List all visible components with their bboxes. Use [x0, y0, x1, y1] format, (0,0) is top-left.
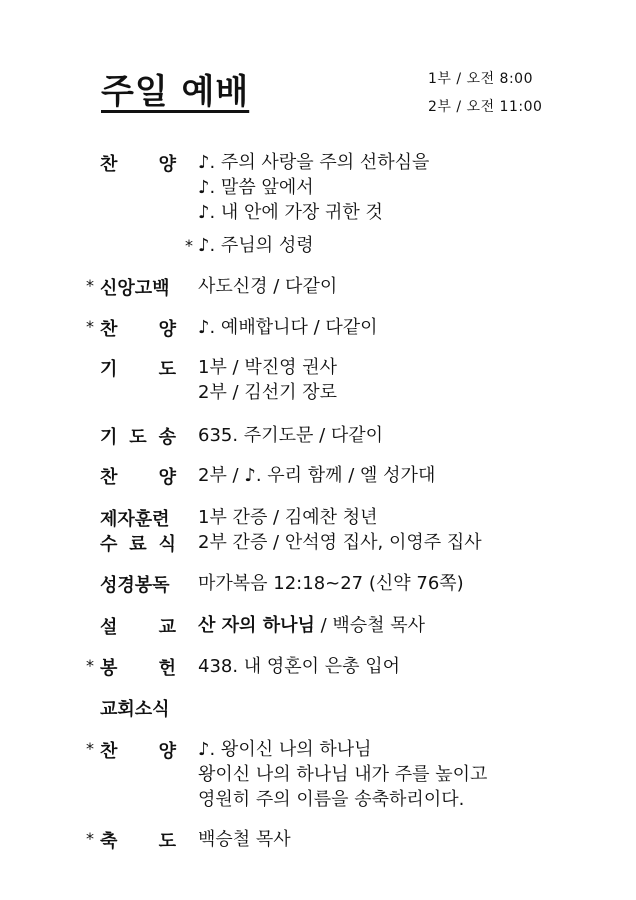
hymn-line: ♪. 말씀 앞에서 — [198, 177, 314, 198]
order-label: 성경봉독 — [100, 575, 170, 596]
order-content: 2부 / ♪. 우리 함께 / 엘 성가대 — [198, 465, 436, 486]
star-mark: * — [86, 317, 94, 336]
star-mark: * — [86, 656, 94, 675]
service-time-1: 1부 / 오전 8:00 — [428, 71, 533, 87]
star-mark: * — [86, 276, 94, 295]
order-content: 635. 주기도문 / 다같이 — [198, 425, 384, 446]
order-content: ♪. 왕이신 나의 하나님 왕이신 나의 하나님 내가 주를 높이고 영원히 주의 이름을 송축하리이다. — [198, 739, 488, 810]
star-mark: * — [185, 236, 193, 255]
sermon-preacher: / 백승철 목사 — [314, 615, 426, 636]
hymn-line: ♪. 주의 사랑을 주의 선하심을 — [198, 152, 430, 173]
order-label: 기 도 — [100, 359, 176, 380]
order-content: 1부 / 박진영 권사 2부 / 김선기 장로 — [198, 357, 338, 403]
order-content: 1부 간증 / 김예찬 청년 2부 간증 / 안석영 집사, 이영주 집사 — [198, 507, 482, 553]
service-time-2: 2부 / 오전 11:00 — [428, 99, 543, 115]
order-label: 제자훈련 — [100, 509, 170, 530]
order-label: 찬 양 — [100, 154, 176, 175]
order-label: 신앙고백 — [100, 278, 170, 299]
order-content: 마가복음 12:18~27 (신약 76쪽) — [198, 573, 464, 594]
star-mark: * — [86, 739, 94, 758]
order-label: 설 교 — [100, 617, 176, 638]
sermon-title: 산 자의 하나님 — [198, 615, 315, 636]
order-content — [185, 150, 430, 258]
order-label: 찬 양 — [100, 741, 176, 762]
order-content: 백승철 목사 — [198, 829, 291, 850]
hymn-line: ♪. 내 안에 가장 귀한 것 — [198, 202, 383, 223]
order-label: 축 도 — [100, 831, 176, 852]
hymn-line-starred: * ♪. 주님의 성령 — [185, 235, 314, 256]
order-label: 봉 헌 — [100, 658, 176, 679]
order-content: 사도신경 / 다같이 — [198, 276, 338, 297]
order-label: 교회소식 — [100, 699, 170, 720]
order-label: 찬 양 — [100, 319, 176, 340]
order-content — [198, 613, 425, 638]
order-content: 438. 내 영혼이 은총 입어 — [198, 656, 401, 677]
order-content: ♪. 예배합니다 / 다같이 — [198, 317, 378, 338]
order-label-2: 수 료 식 — [100, 534, 176, 555]
star-mark: * — [86, 829, 94, 848]
order-label: 기 도 송 — [100, 427, 176, 448]
page-title: 주일 예배 — [101, 72, 250, 112]
order-label: 찬 양 — [100, 467, 176, 488]
